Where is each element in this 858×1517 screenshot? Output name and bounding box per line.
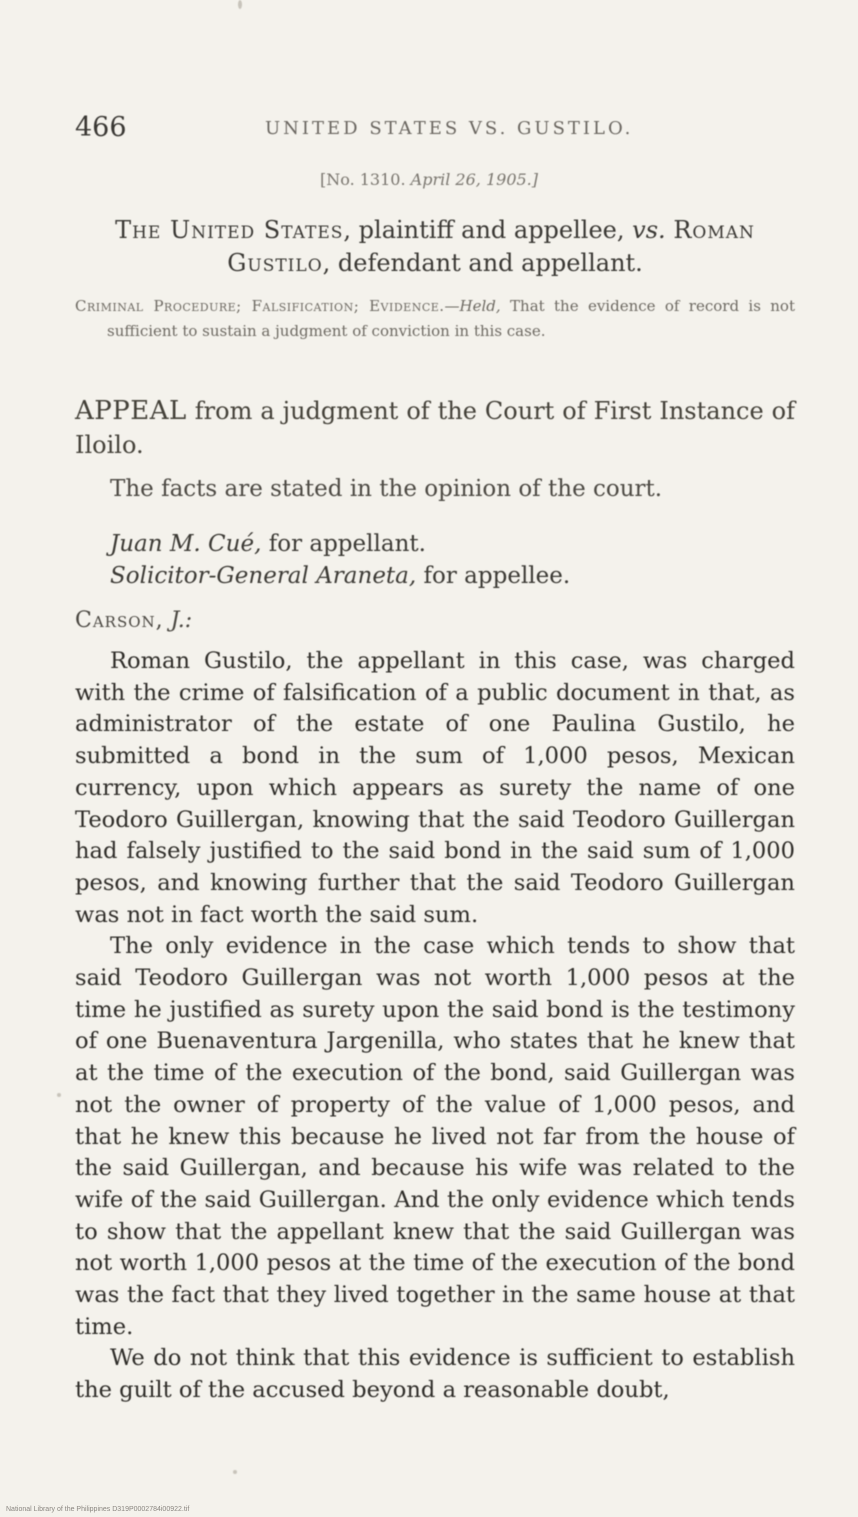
syllabus-text: That the evidence of record is not sufficient to sustain a judgment of conviction in this case.: [107, 297, 795, 340]
opinion-body: [75, 646, 795, 1407]
case-number-line: [0, 170, 858, 189]
scan-speck: [233, 1470, 237, 1474]
syllabus: [75, 294, 795, 344]
page-number: 466: [75, 112, 127, 143]
appeal-statement: [75, 394, 795, 462]
syllabus-held-label: —Held,: [444, 297, 501, 315]
running-head: UNITED STATES VS. GUSTILO.: [265, 118, 634, 139]
facts-statement: The facts are stated in the opinion of the court.: [110, 476, 663, 502]
counsel-role: for appellee.: [423, 563, 571, 589]
case-number: [No. 1310.: [319, 170, 406, 189]
counsel-appellee: [110, 560, 795, 592]
counsel-name: Solicitor-General Araneta,: [110, 563, 417, 589]
scan-speck: [238, 0, 242, 9]
justice-name: Carson,: [75, 608, 164, 633]
syllabus-topics: Criminal Procedure; Falsification; Evidence.: [75, 297, 445, 315]
page-header: [75, 112, 795, 152]
justice-suffix: J.:: [170, 608, 193, 633]
case-date: April 26, 1905.]: [410, 170, 538, 189]
counsel-list: [110, 528, 795, 592]
justice-line: [75, 608, 192, 633]
versus: vs.: [632, 216, 666, 244]
opinion-paragraph: The only evidence in the case which tends to show that said Teodoro Guillergan was not worth 1,000 pesos at the time he justified as surety upon the said bond is the testimony of one Buenaventura Jargenilla, who states that he knew that at the time of the execution of the bond, said Guillergan was not the owner of property of the value of 1,000 pesos, and that he knew this because he lived not far from the house of the said Guillergan, and because his wife was related to the wife of the said Guillergan. And the only evidence which tends to show that the appellant knew that the said Guillergan was not worth 1,000 pesos at the time of the execution of the bond was the fact that they lived together in the same house at that time.: [75, 933, 795, 1340]
counsel-name: Juan M. Cué,: [110, 531, 262, 557]
appeal-lead: APPEAL: [75, 396, 187, 426]
scan-credit: National Library of the Philippines D319P0002784i00922.tif: [6, 1506, 190, 1513]
opinion-paragraph: We do not think that this evidence is sufficient to establish the guilt of the accused beyond a reasonable doubt,: [75, 1345, 795, 1404]
scan-speck: [57, 1093, 61, 1097]
defendant-name: Roman Gustilo: [227, 216, 755, 277]
case-title: [75, 214, 795, 280]
plaintiff-role: , plaintiff and appellee,: [343, 216, 625, 244]
plaintiff-name: The United States: [115, 216, 344, 244]
defendant-role: , defendant and appellant.: [322, 249, 643, 277]
opinion-paragraph: Roman Gustilo, the appellant in this case, was charged with the crime of falsification of a public document in that, as administrator of the estate of one Paulina Gustilo, he submitted a bond in the sum of 1,000 pesos, Mexican currency, upon which appears as surety the name of one Teodoro Guillergan, knowing that the said Teodoro Guillergan had falsely justified to the said bond in the said sum of 1,000 pesos, and knowing further that the said Teodoro Guillergan was not in fact worth the said sum.: [75, 648, 795, 928]
appeal-text: from a judgment of the Court of First Instance of Iloilo.: [75, 397, 795, 459]
counsel-role: for appellant.: [268, 531, 426, 557]
counsel-appellant: [110, 528, 795, 560]
